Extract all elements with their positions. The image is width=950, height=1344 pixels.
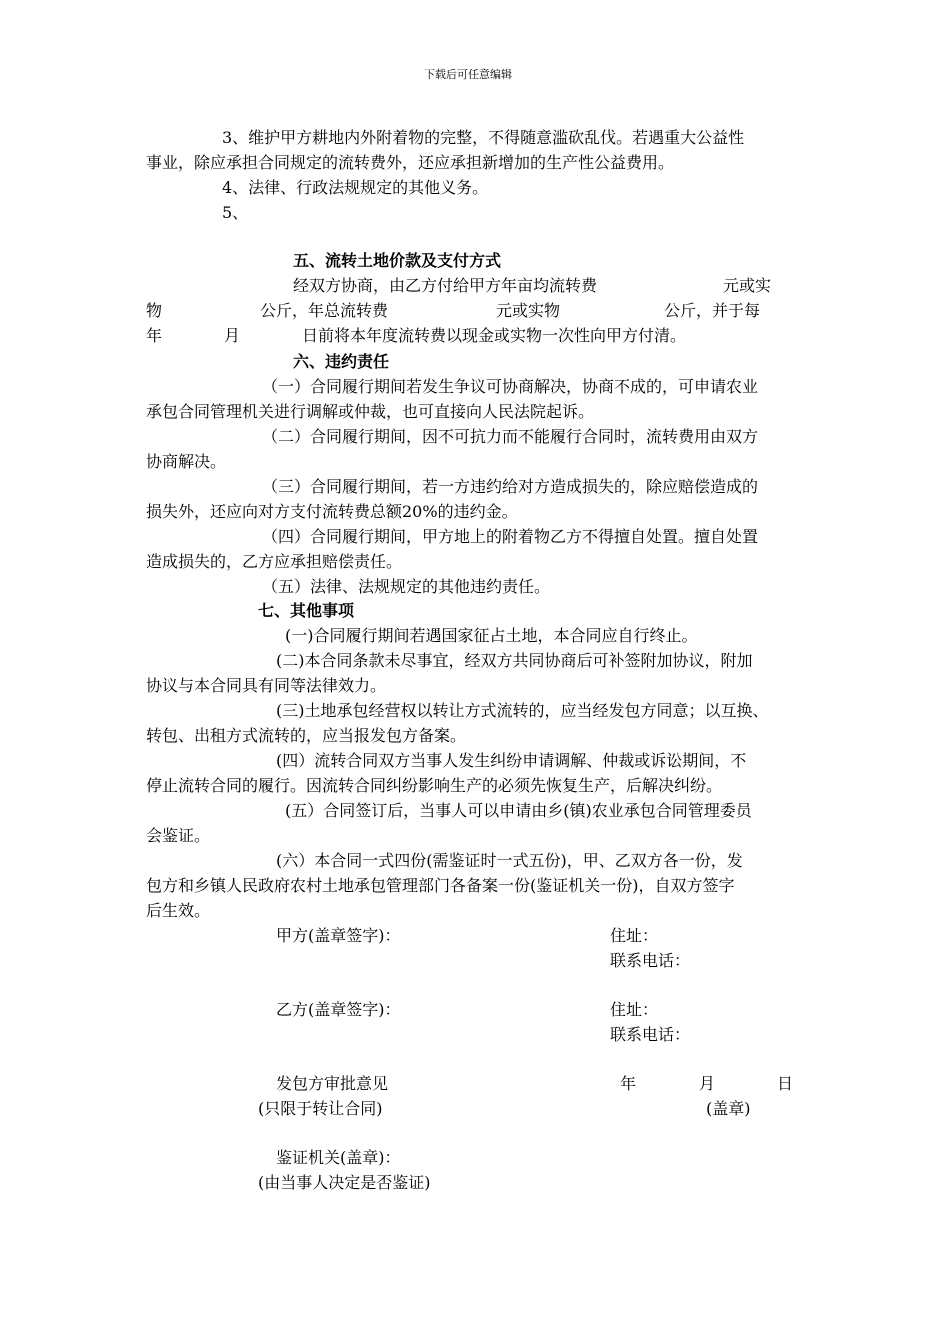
authority-signature: 鉴证机关(盖章)：: [276, 1148, 401, 1167]
section-7-item2-line2: 协议与本合同具有同等法律效力。: [146, 676, 387, 695]
section-7-item3-line2: 转包、出租方式流转的，应当报发包方备案。: [146, 726, 467, 745]
party-b-address: 住址：: [610, 1000, 659, 1019]
section-6-item4-line1: （四）合同履行期间，甲方地上的附着物乙方不得擅自处置。擅自处置: [262, 527, 759, 546]
section-6-item2-line1: （二）合同履行期间，因不可抗力而不能履行合同时，流转费用由双方: [262, 427, 759, 446]
section-7-item3-line1: (三)土地承包经营权以转让方式流转的，应当经发包方同意；以互换、: [276, 701, 769, 720]
section-6-item1-line1: （一）合同履行期间若发生争议可协商解决，协商不成的，可申请农业: [262, 377, 759, 396]
section-6-item5: （五）法律、法规规定的其他违约责任。: [262, 577, 551, 596]
party-a-signature: 甲方(盖章签字)：: [276, 926, 401, 945]
seal-label: (盖章): [706, 1099, 751, 1118]
section-5-text-h: 月: [224, 326, 241, 345]
section-6-item3-line1: （三）合同履行期间，若一方违约给对方造成损失的，除应赔偿造成的: [262, 477, 759, 496]
section-7-item4-line2: 停止流转合同的履行。因流转合同纠纷影响生产的必须先恢复生产，后解决纠纷。: [146, 776, 723, 795]
section-7-item5-line1: (五）合同签订后，当事人可以申请由乡(镇)农业承包合同管理委员: [285, 801, 752, 820]
date-year: 年: [620, 1074, 637, 1093]
section-6-item1-line2: 承包合同管理机关进行调解或仲裁，也可直接向人民法院起诉。: [146, 402, 595, 421]
section-7-item2-line1: (二)本合同条款未尽事宜，经双方共同协商后可补签附加协议，附加: [276, 651, 753, 670]
section-6-item2-line2: 协商解决。: [146, 452, 227, 471]
section-5-text-g: 年: [146, 326, 163, 345]
section-6-title: 六、违约责任: [293, 352, 390, 371]
authority-note: (由当事人决定是否鉴证): [258, 1173, 431, 1192]
section-6-item4-line2: 造成损失的，乙方应承担赔偿责任。: [146, 552, 403, 571]
page-header: 下载后可任意编辑: [424, 68, 512, 81]
obligation-3-line1: 3、维护甲方耕地内外附着物的完整，不得随意滥砍乱伐。若遇重大公益性: [222, 128, 745, 147]
section-5-text-a: 经双方协商，由乙方付给甲方年亩均流转费: [293, 276, 598, 295]
section-7-title: 七、其他事项: [258, 601, 355, 620]
issuer-opinion: 发包方审批意见: [276, 1074, 389, 1093]
party-b-signature: 乙方(盖章签字)：: [276, 1000, 401, 1019]
section-7-item4-line1: (四）流转合同双方当事人发生纠纷申请调解、仲裁或诉讼期间，不: [276, 751, 747, 770]
date-month: 月: [699, 1074, 716, 1093]
section-7-item1: (一)合同履行期间若遇国家征占土地，本合同应自行终止。: [285, 626, 698, 645]
section-5-text-b: 元或实: [723, 276, 772, 295]
issuer-note: (只限于转让合同): [258, 1099, 383, 1118]
section-6-item3-line2: 损失外，还应向对方支付流转费总额20%的违约金。: [146, 502, 518, 521]
section-5-text-c: 物: [146, 301, 163, 320]
section-7-item5-line2: 会鉴证。: [146, 826, 211, 845]
section-5-text-e: 元或实物: [496, 301, 561, 320]
section-5-text-f: 公斤，并于每: [664, 301, 761, 320]
obligation-4: 4、法律、行政法规规定的其他义务。: [222, 178, 489, 197]
section-7-item6-line2: 包方和乡镇人民政府农村土地承包管理部门各备案一份(鉴证机关一份)，自双方签字: [146, 876, 735, 895]
section-7-item6-line3: 后生效。: [146, 901, 211, 920]
party-a-phone: 联系电话：: [610, 951, 691, 970]
party-a-address: 住址：: [610, 926, 659, 945]
section-5-text-d: 公斤，年总流转费: [260, 301, 389, 320]
obligation-5: 5、: [222, 203, 249, 222]
section-7-item6-line1: (六）本合同一式四份(需鉴证时一式五份)，甲、乙双方各一份，发: [276, 851, 743, 870]
date-day: 日: [777, 1074, 794, 1093]
section-5-text-i: 日前将本年度流转费以现金或实物一次性向甲方付清。: [302, 326, 687, 345]
obligation-3-line2: 事业，除应承担合同规定的流转费外，还应承担新增加的生产性公益费用。: [146, 153, 675, 172]
section-5-title: 五、流转土地价款及支付方式: [293, 251, 502, 270]
party-b-phone: 联系电话：: [610, 1025, 691, 1044]
